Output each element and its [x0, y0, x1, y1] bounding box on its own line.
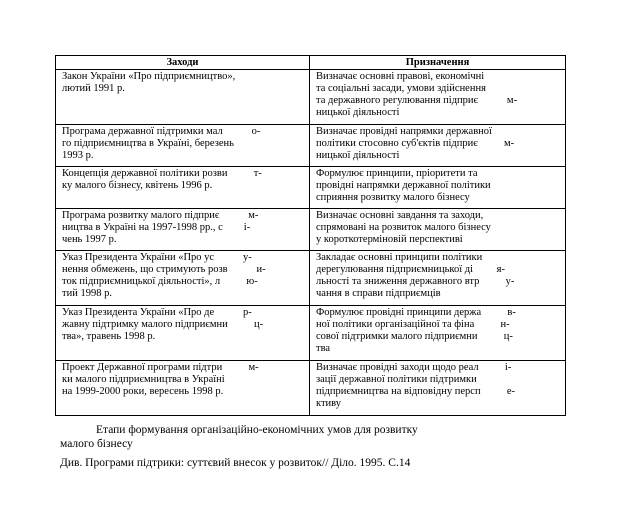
caption-line-1: Етапи формування організаційно-економічних умов для розвитку [96, 424, 418, 436]
source-note: Див. Програми підтрики: суттєвий внесок у розвиток// Діло. 1995. С.14 [60, 457, 411, 469]
purpose-cell: Формулює провідні принципи держа в- ної політики організаційної та фіна н- сової підтримки малого підприємни ц- тва [310, 306, 566, 361]
table-row [56, 361, 566, 416]
measure-cell: Програма розвитку малого підприє м- ництва в Україні на 1997-1998 рр., с і- чень 1997 р. [56, 209, 310, 251]
purpose-cell: Формулює принципи, пріоритети та провідні напрямки державної політики сприяння розвитку малого бізнесу [310, 167, 566, 209]
measure-cell: Указ Президента України «Про ус у- нення обмежень, що стримують розв и- ток підприємницької діяльності», л ю- тий 1998 р. [56, 251, 310, 306]
measures-table [55, 55, 566, 416]
caption-line-2: малого бізнесу [60, 438, 133, 450]
purpose-cell: Визначає основні правові, економічні та соціальні засади, умови здійснення та державного регулювання підприє м- ницької діяльності [310, 70, 566, 125]
table-row [56, 251, 566, 306]
purpose-cell: Визначає основні завдання та заходи, спрямовані на розвиток малого бізнесу у короткотерміновій перспективі [310, 209, 566, 251]
table-caption [60, 423, 540, 451]
measure-cell: Програма державної підтримки мал о- го підприємництва в Україні, березень 1993 р. [56, 125, 310, 167]
measure-cell: Концепція державної політики розви т- ку малого бізнесу, квітень 1996 р. [56, 167, 310, 209]
measure-cell: Указ Президента України «Про де р- жавну підтримку малого підприємни ц- тва», травень 1998 р. [56, 306, 310, 361]
table-header-row [56, 56, 566, 70]
header-purpose: Призначення [310, 56, 566, 70]
table-row [56, 209, 566, 251]
table-row [56, 167, 566, 209]
table-row [56, 125, 566, 167]
measure-cell: Проект Державної програми підтри м- ки малого підприємництва в Україні на 1999-2000 роки, вересень 1998 р. [56, 361, 310, 416]
purpose-cell: Закладає основні принципи політики дерегулювання підприємницької ді я- льності та зниження державного втр у- чання в справи підприємців [310, 251, 566, 306]
table-row [56, 306, 566, 361]
purpose-cell: Визначає провідні напрямки державної політики стосовно суб'єктів підприє м- ницької діяльності [310, 125, 566, 167]
table-row [56, 70, 566, 125]
measure-cell: Закон України «Про підприємництво», лютий 1991 р. [56, 70, 310, 125]
purpose-cell: Визначає провідні заходи щодо реал і- зації державної політики підтримки підприємництва на відповідну персп е- ктиву [310, 361, 566, 416]
header-measures: Заходи [56, 56, 310, 70]
